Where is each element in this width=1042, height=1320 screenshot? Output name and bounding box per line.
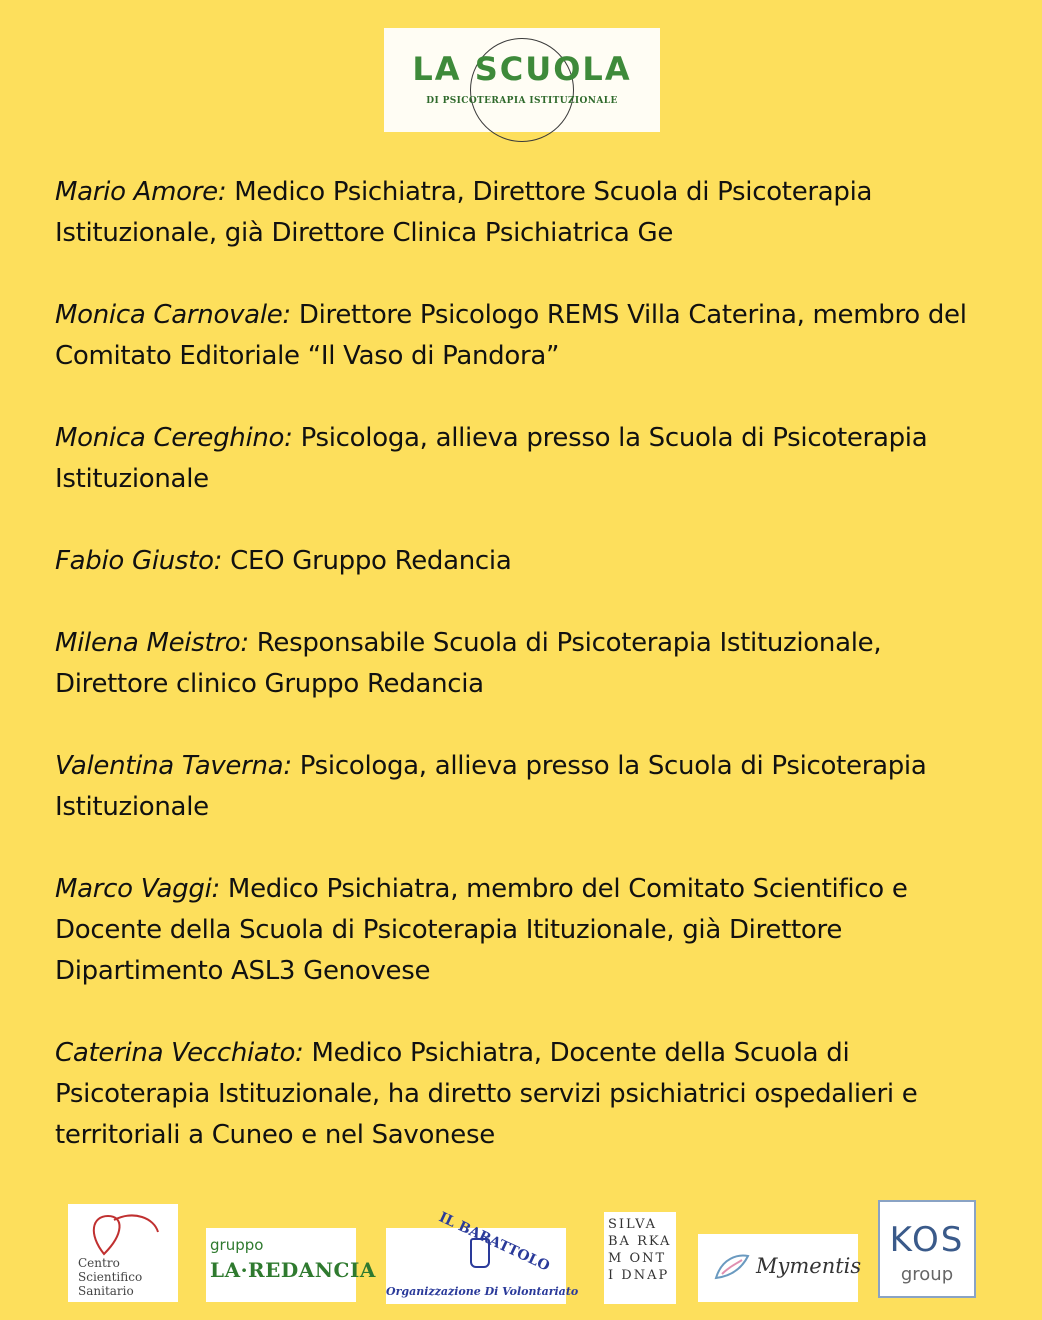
speaker-entry <box>55 172 995 254</box>
redancia-label: LA·REDANCIA <box>210 1258 376 1282</box>
redancia-small-label: gruppo <box>210 1236 264 1254</box>
speaker-name: Fabio Giusto: <box>55 546 223 576</box>
speaker-entry <box>55 746 995 828</box>
speaker-description: Medico Psichiatra, Docente della Scuola di Psicoterapia Istituzionale, ha diretto servizi psichiatrici ospedalieri e territoriali a Cuneo e nel Savonese <box>55 1038 918 1150</box>
speaker-entry <box>55 869 995 992</box>
mymentis-logo <box>698 1234 862 1302</box>
logo-subtitle: DI PSICOTERAPIA ISTITUZIONALE <box>426 96 618 106</box>
kos-group-logo <box>878 1200 976 1298</box>
speaker-description: CEO Gruppo Redancia <box>222 546 512 576</box>
speaker-description: Direttore Psicologo REMS Villa Caterina, membro del Comitato Editoriale “Il Vaso di Pandora” <box>55 300 967 371</box>
leaf-icon <box>712 1252 752 1282</box>
speaker-name: Milena Meistro: <box>55 628 249 658</box>
scuola-logo <box>384 28 660 132</box>
speaker-entry <box>55 541 995 582</box>
group-label: group <box>900 1264 954 1285</box>
barattolo-label: IL BARATTOLO <box>436 1209 553 1275</box>
speaker-name: Mario Amore: <box>55 177 227 207</box>
mymentis-label: Mymentis <box>756 1254 862 1278</box>
partner-logos <box>0 1196 1042 1308</box>
speaker-name: Valentina Taverna: <box>55 751 292 781</box>
speaker-description: Responsabile Scuola di Psicoterapia Istituzionale, Direttore clinico Gruppo Redancia <box>55 628 882 699</box>
centro-scientifico-logo <box>68 1204 178 1302</box>
speaker-name: Monica Cereghino: <box>55 423 293 453</box>
speaker-description: Medico Psichiatra, Direttore Scuola di Psicoterapia Istituzionale, già Direttore Clinica Psichiatrica Ge <box>55 177 873 248</box>
speaker-list <box>55 172 995 1197</box>
centro-label: Centro Scientifico Sanitario <box>78 1256 143 1298</box>
speaker-entry <box>55 418 995 500</box>
speaker-name: Monica Carnovale: <box>55 300 291 330</box>
speaker-name: Marco Vaggi: <box>55 874 220 904</box>
speaker-name: Caterina Vecchiato: <box>55 1038 304 1068</box>
redancia-logo <box>206 1228 376 1302</box>
barattolo-subtitle: Organizzazione Di Volontariato <box>386 1285 579 1298</box>
kos-label: KOS <box>889 1220 965 1260</box>
speaker-entry <box>55 1033 995 1156</box>
barattolo-logo <box>386 1209 579 1304</box>
speaker-description: Medico Psichiatra, membro del Comitato Scientifico e Docente della Scuola di Psicoterapia Itituzionale, già Direttore Dipartimento ASL3 Genovese <box>55 874 908 986</box>
speaker-entry <box>55 623 995 705</box>
logo-title: LA SCUOLA <box>412 50 632 88</box>
speaker-description: Psicologa, allieva presso la Scuola di Psicoterapia Istituzionale <box>55 423 928 494</box>
pin-icon <box>84 1210 164 1260</box>
silva-logo <box>604 1212 676 1304</box>
speaker-entry <box>55 295 995 377</box>
silva-label: SILVA BA RKAM ONTI DNAP <box>608 1217 672 1283</box>
speaker-description: Psicologa, allieva presso la Scuola di Psicoterapia Istituzionale <box>55 751 927 822</box>
